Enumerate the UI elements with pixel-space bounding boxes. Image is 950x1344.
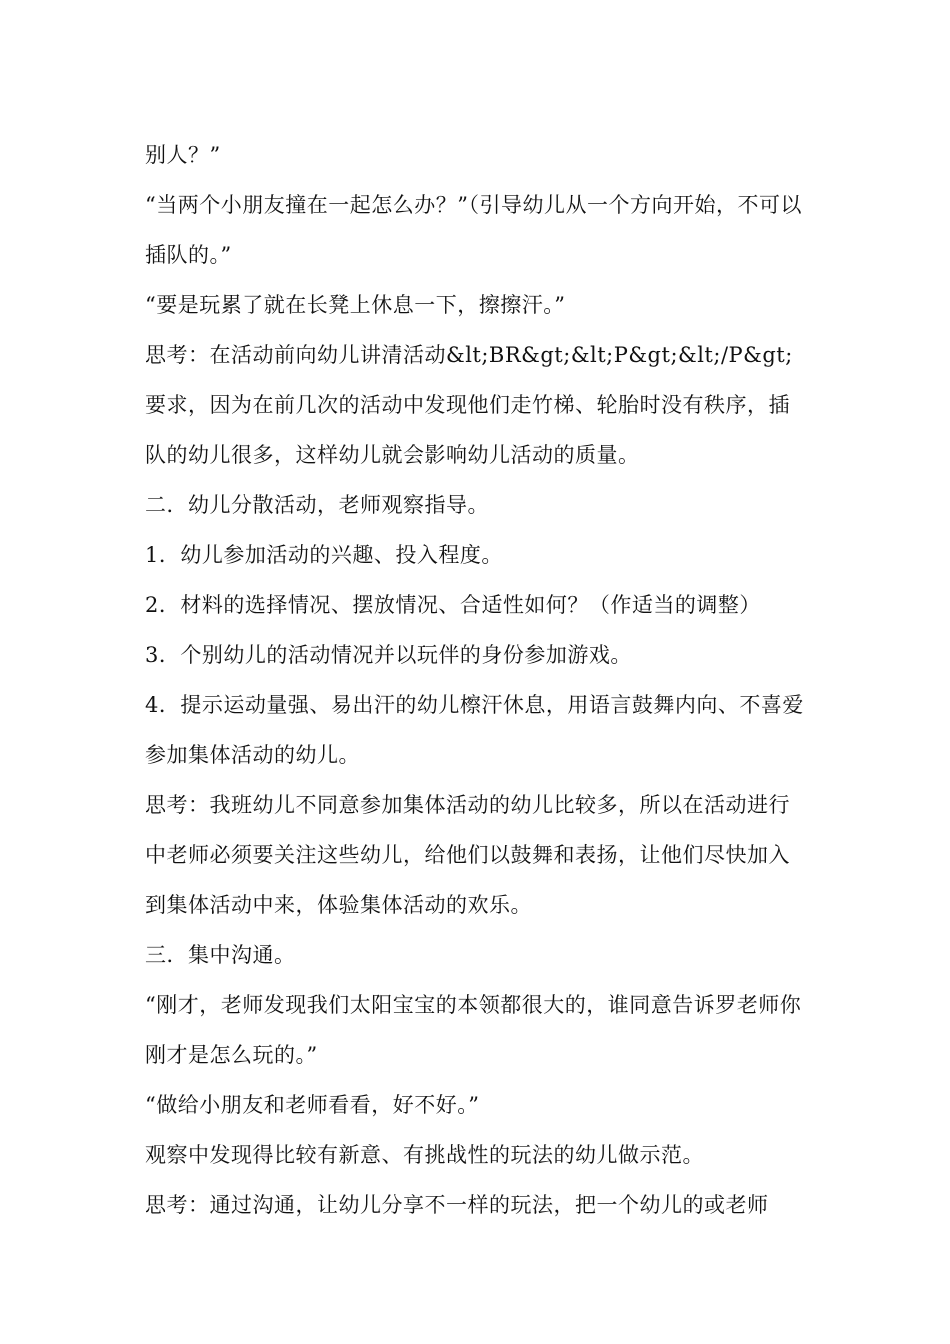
list-item: 1．幼儿参加活动的兴趣、投入程度。	[145, 543, 503, 567]
paragraph: 观察中发现得比较有新意、有挑战性的玩法的幼儿做示范。	[145, 1143, 704, 1167]
paragraph: “做给小朋友和老师看看，好不好。”	[145, 1093, 480, 1117]
section-heading: 三．集中沟通。	[145, 943, 296, 967]
paragraph: “刚才，老师发现我们太阳宝宝的本领都很大的，谁同意告诉罗老师你刚才是怎么玩的。”	[145, 993, 802, 1067]
paragraph: “当两个小朋友撞在一起怎么办？”（引导幼儿从一个方向开始，不可以插队的。”	[145, 193, 802, 267]
paragraph: “要是玩累了就在长凳上休息一下，擦擦汗。”	[145, 293, 566, 317]
list-item: 4．提示运动量强、易出汗的幼儿檫汗休息，用语言鼓舞内向、不喜爱参加集体活动的幼儿。	[145, 693, 804, 767]
paragraph: 思考：通过沟通，让幼儿分享不一样的玩法，把一个幼儿的或老师	[145, 1193, 769, 1217]
list-item: 2．材料的选择情况、摆放情况、合适性如何？（作适当的调整）	[145, 593, 761, 617]
paragraph: 别人？”	[145, 143, 221, 167]
paragraph: 思考：在活动前向幼儿讲清活动&lt;BR&gt;&lt;P&gt;&lt;/P&gt;要求，因为在前几次的活动中发现他们走竹梯、轮胎时没有秩序，插队的幼儿很多，这样幼儿就会影响幼儿活动的质量。	[145, 343, 793, 467]
section-heading: 二．幼儿分散活动，老师观察指导。	[145, 493, 489, 517]
document-body	[145, 130, 810, 1230]
list-item: 3．个别幼儿的活动情况并以玩伴的身份参加游戏。	[145, 643, 632, 667]
paragraph: 思考：我班幼儿不同意参加集体活动的幼儿比较多，所以在活动进行中老师必须要关注这些幼儿，给他们以鼓舞和表扬，让他们尽快加入到集体活动中来，体验集体活动的欢乐。	[145, 793, 790, 917]
